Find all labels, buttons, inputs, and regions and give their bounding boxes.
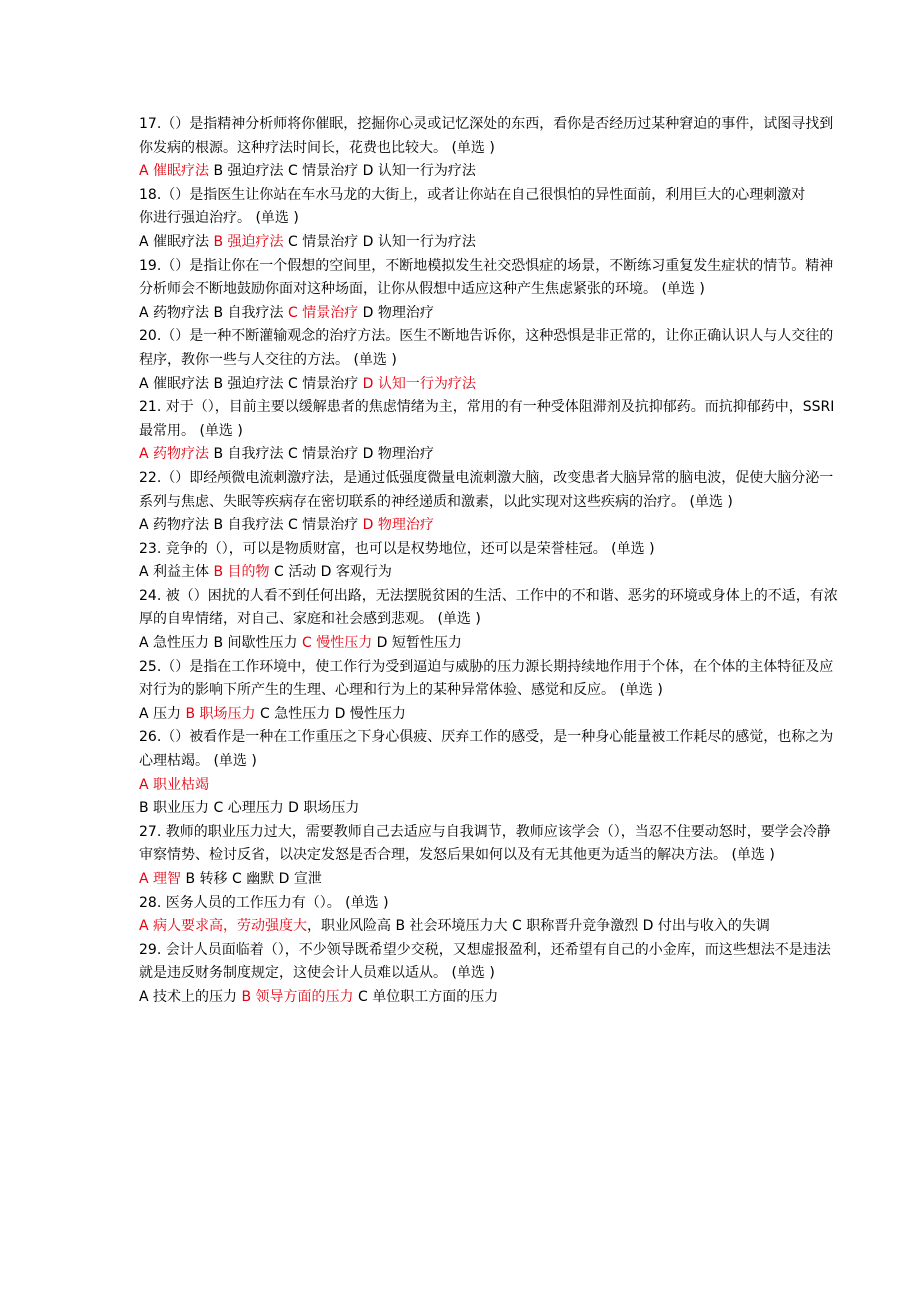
options-line (139, 915, 840, 939)
question-text (139, 184, 840, 231)
question-block (139, 726, 840, 820)
options-line (139, 302, 840, 326)
question-text (139, 113, 840, 160)
option-text: B 转移 C 幽默 D 宣泄 (181, 871, 322, 887)
question-block (139, 396, 840, 467)
options-line (139, 514, 840, 538)
question-text (139, 467, 840, 514)
question-text-line: 20.（）是一种不断灌输观念的治疗方法。医生不断地告诉你，这种恐惧是非正常的，让你正确认识人与人交往的程序，教你一些与人交往的方法。 (单选 ) (139, 328, 834, 368)
question-text-line: 22.（）即经颅微电流刺激疗法，是通过低强度微量电流刺激大脑，改变患者大脑异常的脑电波，促使大脑分泌一系列与焦虑、失眠等疾病存在密切联系的神经递质和激素，以此实现对这些疾病的治疗。 (单选 ) (139, 469, 834, 510)
question-block (139, 184, 840, 255)
options-line (139, 868, 840, 892)
correct-answer: A 病人要求高，劳动强度大 (139, 918, 308, 935)
options-line (139, 373, 840, 397)
option-text: ，职业风险高 B 社会环境压力大 C 职称晋升竞争激烈 D 付出与收入的失调 (307, 918, 770, 935)
correct-answer: B 领导方面的压力 (241, 988, 354, 1005)
option-text: D 短暂性压力 (372, 635, 462, 652)
question-text (139, 821, 840, 868)
correct-answer: A 药物疗法 (139, 446, 210, 463)
options-line (139, 986, 840, 1010)
option-text: C 活动 D 客观行为 (269, 564, 392, 581)
option-text: A 技术上的压力 (139, 988, 242, 1005)
options-line (139, 231, 840, 255)
option-text: C 急性压力 D 慢性压力 (255, 705, 406, 722)
correct-answer: A 催眠疗法 (139, 163, 210, 180)
question-block (139, 255, 840, 326)
option-text: A 药物疗法 B 自我疗法 C 情景治疗 (139, 517, 363, 534)
question-text (139, 656, 840, 703)
question-text (139, 396, 840, 443)
question-text-line: 21. 对于（），目前主要以缓解患者的焦虑情绪为主，常用的有一种受体阻滞剂及抗抑郁药。而抗抑郁药中，SSRI 最常用。 (单选 ) (139, 399, 835, 439)
question-text-line: 29. 会计人员面临着（），不少领导既希望少交税，又想虚报盈利，还希望有自己的小金库，而这些想法不是违法就是违反财务制度规定，这使会计人员难以适从。 (单选 ) (139, 941, 831, 982)
question-text-line: 你进行强迫治疗。 (单选 ) (139, 210, 299, 227)
option-text: A 催眠疗法 (139, 233, 214, 250)
question-block (139, 656, 840, 727)
correct-answer: D 认知一行为疗法 (362, 375, 476, 392)
question-block (139, 939, 840, 1010)
question-text-line: 17.（）是指精神分析师将你催眠，挖掘你心灵或记忆深处的东西，看你是否经历过某种窘迫的事件，试图寻找到你发病的根源。这种疗法时间长，花费也比较大。 (单选 ) (139, 116, 834, 156)
option-text: A 药物疗法 B 自我疗法 (139, 304, 288, 321)
question-block (139, 325, 840, 396)
options-line (139, 561, 840, 585)
option-text: D 物理治疗 (358, 304, 434, 321)
question-text-line: 28. 医务人员的工作压力有（）。 (单选 ) (139, 894, 389, 911)
question-text (139, 892, 840, 916)
question-text (139, 255, 840, 302)
question-text-line: 23. 竞争的（），可以是物质财富，也可以是权势地位，还可以是荣誉桂冠。 (单选 ) (139, 540, 655, 557)
question-text-line: 24. 被（）困扰的人看不到任何出路，无法摆脱贫困的生活、工作中的不和谐、恶劣的环境或身体上的不适，有浓厚的自卑情绪，对自己、家庭和社会感到悲观。 (单选 ) (139, 587, 838, 628)
question-text (139, 538, 840, 562)
options-line (139, 703, 840, 727)
question-block (139, 821, 840, 892)
option-text: B 自我疗法 C 情景治疗 D 物理治疗 (209, 446, 434, 463)
correct-answer: D 物理治疗 (362, 517, 434, 534)
options-line (139, 774, 840, 798)
question-text (139, 939, 840, 986)
question-text-line: 18.（）是指医生让你站在车水马龙的大街上，或者让你站在自己很惧怕的异性面前，利用巨大的心理刺激对 (139, 186, 806, 203)
correct-answer: B 目的物 (213, 564, 270, 581)
question-block (139, 892, 840, 939)
option-text: A 急性压力 B 间歇性压力 (139, 635, 302, 652)
question-text (139, 726, 840, 773)
option-text: A 压力 (139, 705, 186, 722)
option-text: C 单位职工方面的压力 (353, 988, 499, 1005)
options-line (139, 443, 840, 467)
correct-answer: B 强迫疗法 (213, 233, 284, 250)
options-line (139, 160, 840, 184)
option-text: A 催眠疗法 B 强迫疗法 C 情景治疗 (139, 375, 363, 392)
question-text-line: 26.（）被看作是一种在工作重压之下身心俱疲、厌弃工作的感受，是一种身心能量被工作耗尽的感觉，也称之为心理枯竭。 (单选 ) (139, 729, 834, 770)
question-block (139, 538, 840, 585)
question-block (139, 585, 840, 656)
question-list (139, 113, 840, 1010)
option-text: C 情景治疗 D 认知一行为疗法 (283, 233, 476, 250)
question-text (139, 585, 840, 632)
question-block (139, 467, 840, 538)
option-text: B 强迫疗法 C 情景治疗 D 认知一行为疗法 (209, 163, 476, 180)
correct-answer: B 职场压力 (185, 705, 256, 722)
question-block (139, 113, 840, 184)
correct-answer: C 慢性压力 (301, 635, 373, 652)
option-text: B 职业压力 C 心理压力 D 职场压力 (139, 800, 360, 817)
options-line (139, 632, 840, 656)
correct-answer: C 情景治疗 (287, 304, 359, 321)
option-text: A 利益主体 (139, 564, 214, 581)
correct-answer: A 理智 (139, 871, 182, 887)
correct-answer: A 职业枯竭 (139, 776, 210, 793)
question-text-line: 27. 教师的职业压力过大，需要教师自己去适应与自我调节，教师应该学会（），当忍不住要动怒时，要学会冷静审察情势、检讨反省，以决定发怒是否合理，发怒后果如何以及有无其他更为适当的解决方法。 (单选 ) (139, 823, 831, 864)
question-text-line: 19.（）是指让你在一个假想的空间里，不断地模拟发生社交恐惧症的场景，不断练习重复发生症状的情节。精神分析师会不断地鼓励你面对这种场面，让你从假想中适应这种产生焦虑紧张的环境。 (单选 ) (139, 257, 834, 298)
question-text (139, 325, 840, 372)
options-line (139, 797, 840, 821)
question-text-line: 25.（）是指在工作环境中，使工作行为受到逼迫与威胁的压力源长期持续地作用于个体，在个体的主体特征及应对行为的影响下所产生的生理、心理和行为上的某种异常体验、感觉和反应。 (单选 ) (139, 658, 834, 699)
